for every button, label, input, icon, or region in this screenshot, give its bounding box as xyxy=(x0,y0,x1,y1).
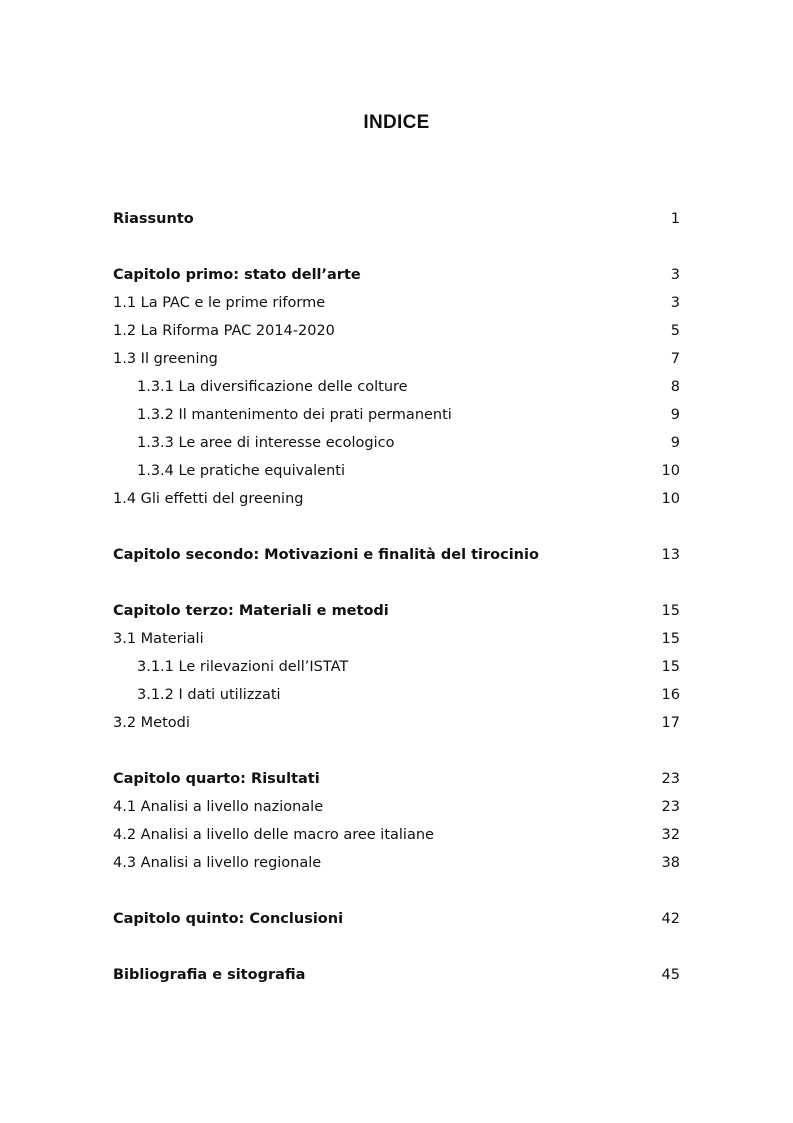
table-of-contents xyxy=(113,205,680,989)
toc-entry-label: 3.2 Metodi xyxy=(113,715,190,731)
toc-entry-label: 1.3.3 Le aree di interesse ecologico xyxy=(137,435,395,451)
toc-section-entry xyxy=(113,709,680,737)
toc-entry-page-number: 17 xyxy=(661,715,680,731)
toc-entry-label: Bibliografia e sitografia xyxy=(113,967,306,983)
toc-entry-page-number: 5 xyxy=(670,323,680,339)
toc-section-entry xyxy=(113,821,680,849)
toc-entry-label: 4.3 Analisi a livello regionale xyxy=(113,855,322,871)
toc-entry-label: Capitolo quarto: Risultati xyxy=(113,771,320,787)
toc-entry-label: Capitolo quinto: Conclusioni xyxy=(113,911,344,927)
toc-entry-page-number: 23 xyxy=(661,799,680,815)
toc-entry-page-number: 9 xyxy=(670,435,680,451)
toc-chapter-entry xyxy=(113,905,680,933)
toc-entry-label: 1.3.2 Il mantenimento dei prati permanenti xyxy=(137,407,452,423)
toc-entry-label: 1.4 Gli effetti del greening xyxy=(113,491,304,507)
toc-subsection-entry xyxy=(113,429,680,457)
toc-entry-page-number: 13 xyxy=(661,547,680,563)
toc-entry-label: 1.3.4 Le pratiche equivalenti xyxy=(137,463,345,479)
toc-chapter-entry xyxy=(113,961,680,989)
toc-section-entry xyxy=(113,289,680,317)
toc-subsection-entry xyxy=(113,681,680,709)
toc-entry-label: 4.2 Analisi a livello delle macro aree italiane xyxy=(113,827,434,843)
toc-entry-page-number: 8 xyxy=(670,379,680,395)
toc-entry-page-number: 42 xyxy=(661,911,680,927)
toc-entry-label: 1.3.1 La diversificazione delle colture xyxy=(137,379,408,395)
toc-subsection-entry xyxy=(113,653,680,681)
page-title: INDICE xyxy=(363,112,430,133)
toc-entry-page-number: 45 xyxy=(661,967,680,983)
toc-entry-page-number: 10 xyxy=(661,463,680,479)
toc-entry-page-number: 10 xyxy=(661,491,680,507)
toc-entry-label: 1.1 La PAC e le prime riforme xyxy=(113,295,326,311)
toc-entry-label: Capitolo secondo: Motivazioni e finalità del tirocinio xyxy=(113,547,539,563)
toc-entry-page-number: 15 xyxy=(661,631,680,647)
toc-section-entry xyxy=(113,849,680,877)
toc-chapter-entry xyxy=(113,765,680,793)
toc-section-entry xyxy=(113,625,680,653)
toc-entry-label: 1.3 Il greening xyxy=(113,351,218,367)
toc-entry-page-number: 15 xyxy=(661,603,680,619)
toc-entry-label: Riassunto xyxy=(113,211,194,227)
toc-subsection-entry xyxy=(113,401,680,429)
toc-chapter-entry xyxy=(113,205,680,233)
toc-entry-label: 3.1.1 Le rilevazioni dell’ISTAT xyxy=(137,659,349,675)
toc-entry-label: Capitolo terzo: Materiali e metodi xyxy=(113,603,389,619)
toc-subsection-entry xyxy=(113,457,680,485)
toc-subsection-entry xyxy=(113,373,680,401)
toc-entry-page-number: 1 xyxy=(670,211,680,227)
toc-entry-page-number: 9 xyxy=(670,407,680,423)
toc-chapter-entry xyxy=(113,261,680,289)
toc-entry-label: 3.1 Materiali xyxy=(113,631,204,647)
toc-entry-page-number: 3 xyxy=(670,295,680,311)
toc-entry-label: 1.2 La Riforma PAC 2014-2020 xyxy=(113,323,335,339)
toc-chapter-entry xyxy=(113,541,680,569)
toc-entry-page-number: 16 xyxy=(661,687,680,703)
toc-section-entry xyxy=(113,317,680,345)
toc-entry-label: 3.1.2 I dati utilizzati xyxy=(137,687,281,703)
toc-chapter-entry xyxy=(113,597,680,625)
toc-section-entry xyxy=(113,793,680,821)
toc-section-entry xyxy=(113,485,680,513)
toc-section-entry xyxy=(113,345,680,373)
toc-entry-page-number: 3 xyxy=(670,267,680,283)
toc-entry-page-number: 32 xyxy=(661,827,680,843)
toc-entry-page-number: 15 xyxy=(661,659,680,675)
toc-entry-page-number: 7 xyxy=(670,351,680,367)
toc-entry-page-number: 38 xyxy=(661,855,680,871)
toc-entry-label: Capitolo primo: stato dell’arte xyxy=(113,267,361,283)
toc-entry-label: 4.1 Analisi a livello nazionale xyxy=(113,799,324,815)
toc-entry-page-number: 23 xyxy=(661,771,680,787)
